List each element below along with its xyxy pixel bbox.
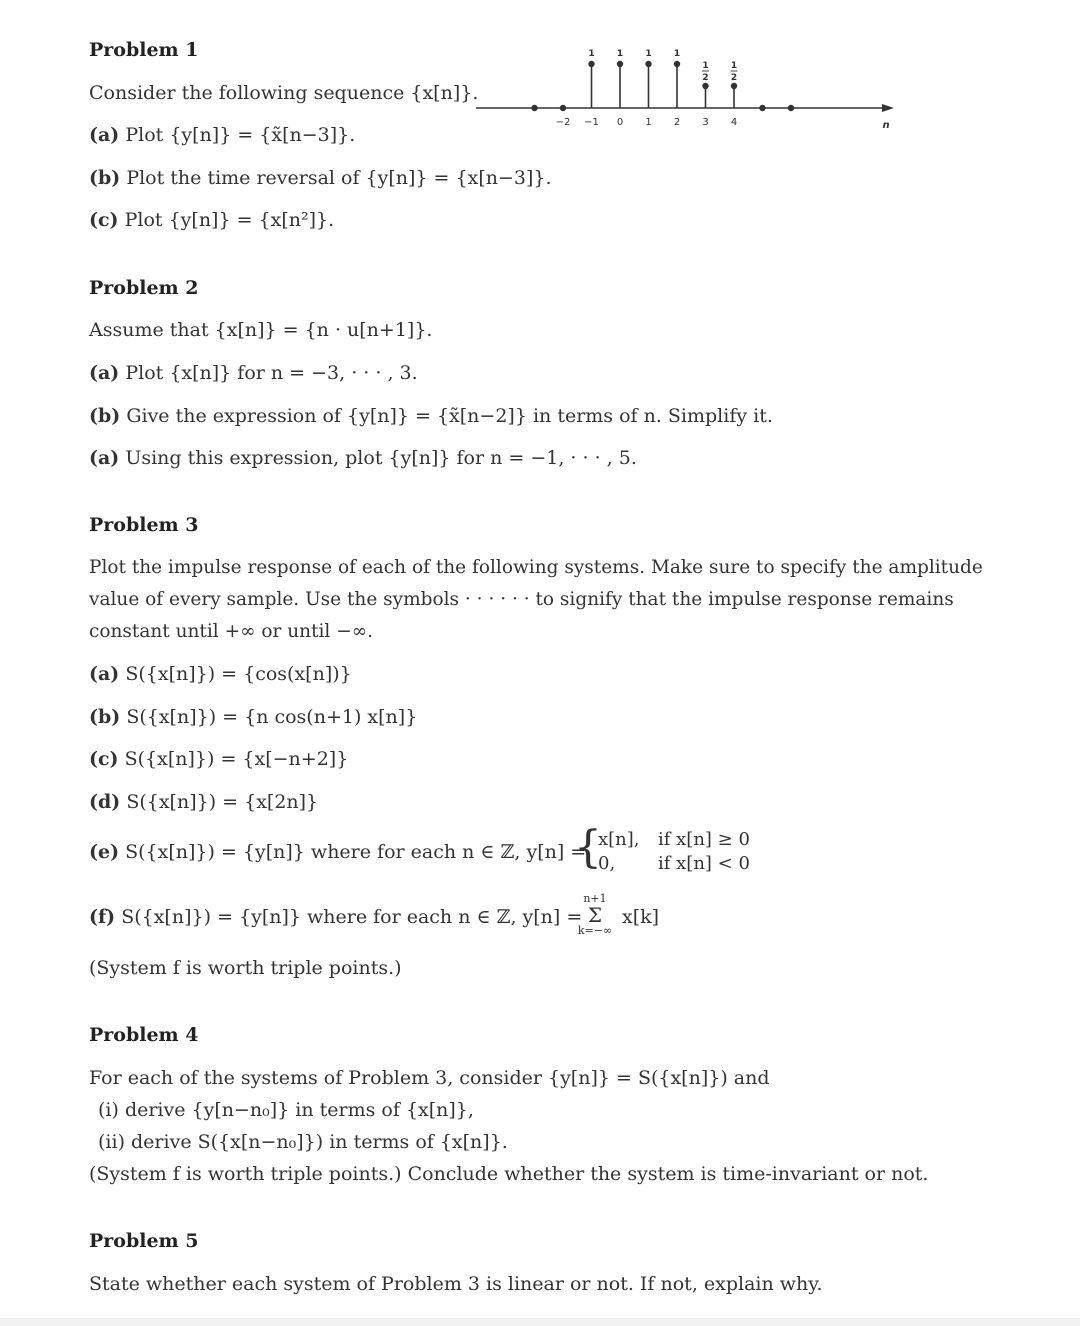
sequence-stem-plot — [470, 30, 900, 140]
amplitude-label: 1 — [588, 49, 595, 59]
problem-3b-text: S({x[n]}) = {n cos(n+1) x[n]} — [126, 706, 418, 728]
problem-3a — [89, 662, 352, 686]
stem-point — [702, 83, 708, 89]
problem-2c-text: Using this expression, plot {y[n]} for n = −1, · · · , 5. — [125, 447, 637, 469]
problem-2c-label: (a) — [89, 447, 120, 469]
problem-2b-text: Give the expression of {y[n]} = {x̃[n−2]} in terms of n. Simplify it. — [126, 405, 773, 427]
problem-3e-case-2-condition: if x[n] < 0 — [658, 853, 750, 874]
x-tick-label: −1 — [584, 117, 599, 128]
problem-3c-text: S({x[n]}) = {x[−n+2]} — [124, 748, 349, 770]
problem-3-title: Problem 3 — [89, 514, 199, 536]
problem-1c-text: Plot {y[n]} = {x[n²]}. — [124, 209, 335, 231]
x-tick-label: 2 — [673, 117, 681, 128]
problem-1-title: Problem 1 — [89, 39, 199, 61]
problem-3f-label: (f) — [89, 906, 116, 928]
problem-2-title: Problem 2 — [89, 277, 199, 299]
problem-3e-case-1-value: x[n], — [598, 829, 640, 850]
x-tick-label: 3 — [702, 117, 709, 128]
x-axis-label: n — [882, 120, 890, 131]
problem-3-note: (System f is worth triple points.) — [89, 957, 402, 979]
amplitude-label-denominator: 2 — [730, 73, 738, 83]
problem-3e-case-conditions — [658, 828, 750, 876]
problem-3f-text: S({x[n]}) = {y[n]} where for each n ∈ ℤ, y[n] = — [121, 906, 583, 928]
problem-3a-text: S({x[n]}) = {cos(x[n])} — [125, 663, 352, 685]
stem-point — [531, 105, 537, 111]
problem-5-title: Problem 5 — [89, 1230, 199, 1252]
problem-3f-summation — [570, 893, 620, 937]
problem-3e-case-1-condition: if x[n] ≥ 0 — [658, 829, 750, 850]
problem-3e-text: S({x[n]}) = {y[n]} where for each n ∈ ℤ, y[n] = — [125, 841, 587, 863]
stem-point — [645, 61, 651, 67]
amplitude-label: 1 — [645, 49, 652, 59]
problem-1c — [89, 208, 334, 232]
problem-4-line-3: (ii) derive S({x[n−n₀]}) in terms of {x[n]}. — [98, 1131, 508, 1153]
problem-1b-label: (b) — [89, 167, 121, 189]
problem-3e — [89, 840, 586, 864]
problem-1a-text: Plot {y[n]} = {x̃[n−3]}. — [125, 124, 356, 146]
amplitude-label-denominator: 2 — [702, 73, 709, 83]
problem-4-title: Problem 4 — [89, 1024, 199, 1046]
x-axis-arrow — [882, 104, 894, 112]
page-bottom-edge — [0, 1318, 1080, 1326]
problem-3f — [89, 905, 582, 929]
problem-3d-text: S({x[n]}) = {x[2n]} — [126, 791, 319, 813]
stem-point — [560, 105, 566, 111]
problem-2a-text: Plot {x[n]} for n = −3, · · · , 3. — [125, 362, 418, 384]
stem-point — [674, 61, 680, 67]
problem-3e-brace: { — [574, 822, 602, 873]
problem-4-line-4: (System f is worth triple points.) Conclude whether the system is time-invariant or not. — [89, 1163, 929, 1185]
stem-point — [759, 105, 765, 111]
problem-3a-label: (a) — [89, 663, 120, 685]
problem-1b-text: Plot the time reversal of {y[n]} = {x[n−3]}. — [126, 167, 552, 189]
problem-2a-label: (a) — [89, 362, 120, 384]
problem-2a — [89, 361, 418, 385]
problem-3e-case-values — [598, 828, 640, 876]
problem-3f-sum-term: x[k] — [622, 906, 660, 928]
problem-5-text: State whether each system of Problem 3 is linear or not. If not, explain why. — [89, 1273, 823, 1295]
stem-point — [588, 61, 594, 67]
problem-2-intro: Assume that {x[n]} = {n · u[n+1]}. — [89, 319, 433, 341]
problem-1a-label: (a) — [89, 124, 120, 146]
amplitude-label: 1 — [616, 49, 624, 59]
problem-3e-case-2-value: 0, — [598, 853, 616, 874]
problem-3f-sum-lower: k=−∞ — [577, 924, 613, 937]
problem-1-intro: Consider the following sequence {x[n]}. — [89, 82, 479, 104]
problem-3-intro-line-2: value of every sample. Use the symbols · · · · · · to signify that the impulse response remains — [89, 589, 954, 610]
problem-3b-label: (b) — [89, 706, 121, 728]
problem-3f-sum-symbol: Σ — [587, 903, 603, 927]
amplitude-label-numerator: 1 — [730, 61, 738, 71]
x-tick-label: −2 — [555, 117, 571, 128]
x-tick-label: 1 — [645, 117, 652, 128]
problem-3d — [89, 790, 318, 814]
problem-2c — [89, 446, 637, 470]
problem-1b — [89, 166, 552, 190]
problem-3b — [89, 705, 417, 729]
problem-1c-label: (c) — [89, 209, 119, 231]
stem-point — [617, 61, 623, 67]
problem-4-line-2: (i) derive {y[n−n₀]} in terms of {x[n]}, — [98, 1099, 474, 1121]
problem-4-line-1: For each of the systems of Problem 3, consider {y[n]} = S({x[n]}) and — [89, 1067, 770, 1089]
stem-point — [731, 83, 737, 89]
problem-3d-label: (d) — [89, 791, 121, 813]
problem-3e-label: (e) — [89, 841, 120, 863]
problem-3-intro-line-3: constant until +∞ or until −∞. — [89, 621, 374, 642]
x-tick-label: 0 — [616, 117, 624, 128]
problem-1a — [89, 123, 355, 147]
x-tick-label: 4 — [730, 117, 738, 128]
amplitude-label: 1 — [673, 49, 681, 59]
stem-point — [788, 105, 794, 111]
problem-3c — [89, 747, 348, 771]
amplitude-label-numerator: 1 — [702, 61, 709, 71]
problem-2b — [89, 404, 773, 428]
problem-2b-label: (b) — [89, 405, 121, 427]
problem-3f-sum-upper: n+1 — [583, 892, 607, 905]
problem-3-intro-line-1: Plot the impulse response of each of the following systems. Make sure to specify the amplitude — [89, 557, 983, 578]
problem-3c-label: (c) — [89, 748, 119, 770]
